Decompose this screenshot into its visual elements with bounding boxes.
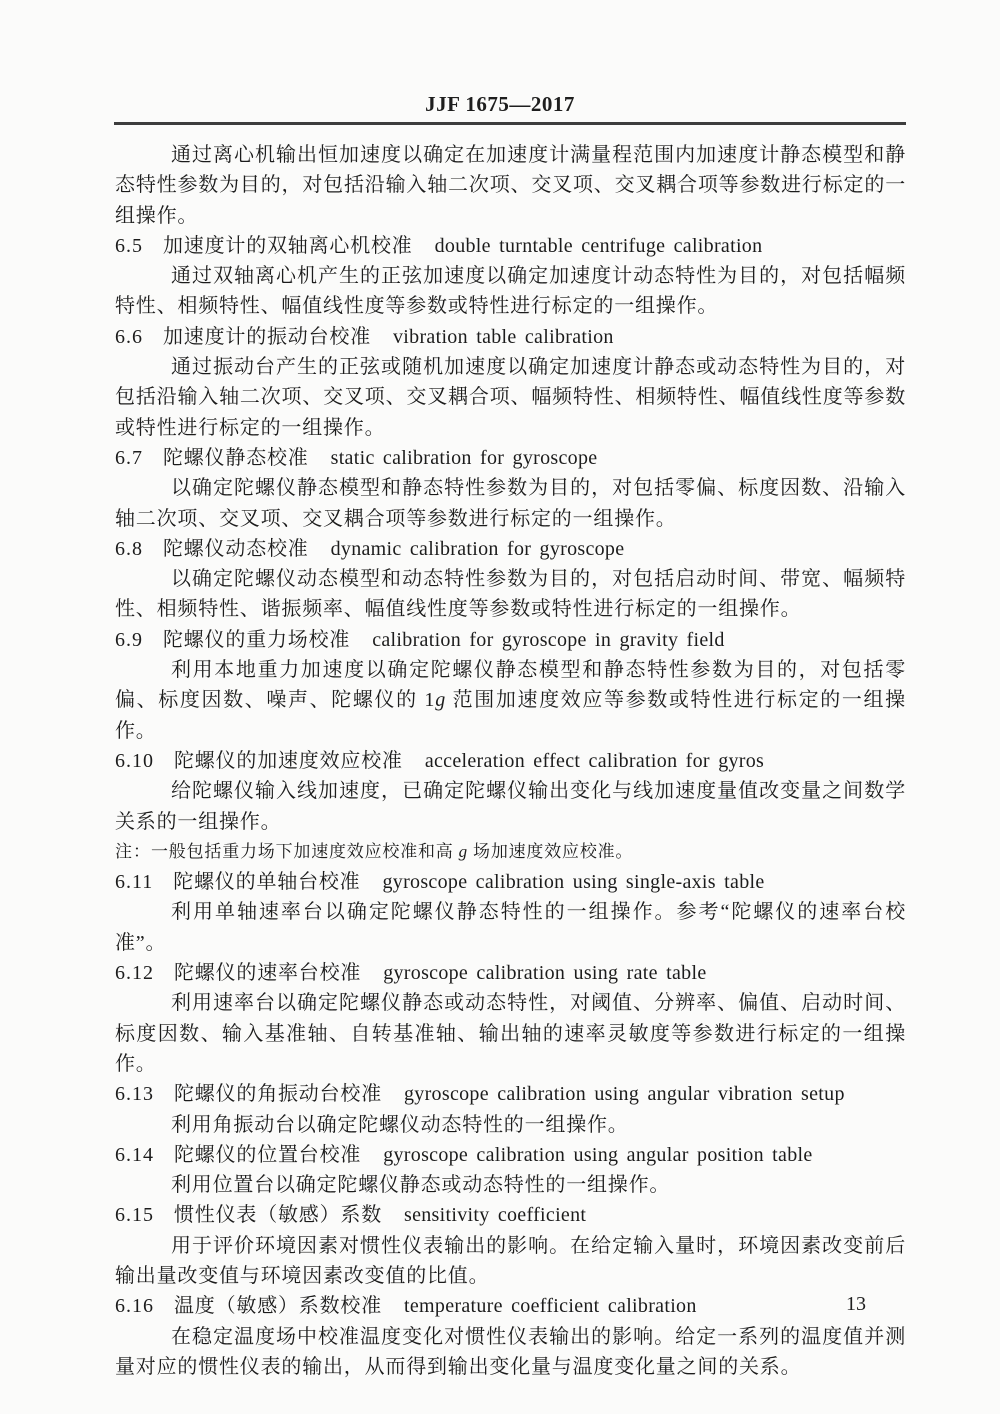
term-zh: 陀螺仪的单轴台校准 [173, 871, 361, 894]
term-heading-6-7 [115, 443, 906, 473]
term-number: 6.10 [115, 749, 154, 772]
header-rule [114, 122, 906, 125]
term-en: calibration for gyroscope in gravity field [372, 628, 725, 651]
term-heading-6-15 [115, 1200, 906, 1230]
definition-paragraph [115, 655, 906, 746]
term-number: 6.14 [115, 1143, 154, 1166]
term-heading-6-13 [115, 1079, 906, 1109]
term-en: gyroscope calibration using angular position table [383, 1143, 813, 1166]
definition-paragraph: 用于评价环境因素对惯性仪表输出的影响。在给定输入量时，环境因素改变前后输出量改变值与环境因素改变值的比值。 [115, 1234, 906, 1287]
term-heading-6-6 [115, 322, 906, 352]
term-en: acceleration effect calibration for gyros [424, 749, 765, 772]
text-segment: 利用本地重力加速度以确定陀螺仪静态模型和静态特性参数为目的，对包括零偏、标度因数、噪声、陀螺仪的 1 [115, 659, 906, 712]
term-heading-6-8 [115, 534, 906, 564]
term-zh: 加速度计的振动台校准 [163, 325, 371, 348]
term-en: gyroscope calibration using single-axis table [382, 871, 765, 894]
definition-paragraph: 通过双轴离心机产生的正弦加速度以确定加速度计动态特性为目的，对包括幅频特性、相频特性、幅值线性度等参数或特性进行标定的一组操作。 [115, 265, 906, 318]
term-number: 6.8 [115, 537, 143, 560]
term-number: 6.11 [115, 871, 154, 894]
note-label: 注： [115, 841, 151, 861]
term-en: gyroscope calibration using angular vibration setup [404, 1083, 845, 1106]
term-heading-6-16 [115, 1291, 906, 1321]
term-en: sensitivity coefficient [404, 1204, 587, 1227]
term-number: 6.16 [115, 1295, 154, 1318]
definition-paragraph: 利用位置台以确定陀螺仪静态或动态特性的一组操作。 [171, 1174, 671, 1197]
term-number: 6.6 [115, 325, 143, 348]
definition-paragraph: 在稳定温度场中校准温度变化对惯性仪表输出的影响。给定一系列的温度值并测量对应的惯性仪表的输出，从而得到输出变化量与温度变化量之间的关系。 [115, 1325, 906, 1378]
definition-paragraph: 以确定陀螺仪静态模型和静态特性参数为目的，对包括零偏、标度因数、沿输入轴二次项、交叉项、交叉耦合项等参数进行标定的一组操作。 [115, 477, 906, 530]
g-symbol: g [458, 841, 468, 861]
term-en: gyroscope calibration using rate table [383, 962, 707, 985]
term-zh: 陀螺仪的加速度效应校准 [174, 749, 403, 772]
text-segment: 场加速度效应校准。 [467, 841, 634, 861]
g-symbol: g [435, 689, 447, 712]
term-zh: 陀螺仪动态校准 [163, 537, 309, 560]
definition-paragraph: 利用速率台以确定陀螺仪静态或动态特性，对阈值、分辨率、偏值、启动时间、标度因数、输入基准轴、自转基准轴、输出轴的速率灵敏度等参数进行标定的一组操作。 [115, 992, 906, 1075]
definition-paragraph: 利用角振动台以确定陀螺仪动态特性的一组操作。 [171, 1113, 629, 1136]
term-zh: 陀螺仪的角振动台校准 [174, 1083, 382, 1106]
term-zh: 加速度计的双轴离心机校准 [163, 234, 413, 257]
page-number: 13 [846, 1293, 866, 1315]
definition-paragraph: 给陀螺仪输入线加速度，已确定陀螺仪输出变化与线加速度量值改变量之间数学关系的一组操作。 [115, 780, 906, 833]
text-segment: 一般包括重力场下加速度效应校准和高 [151, 841, 459, 861]
definition-paragraph: 以确定陀螺仪动态模型和动态特性参数为目的，对包括启动时间、带宽、幅频特性、相频特性、谐振频率、幅值线性度等参数或特性进行标定的一组操作。 [115, 568, 906, 621]
text-segment: 范围加速度效应等参数或特性进行标定的一组操作。 [115, 689, 906, 742]
term-zh: 陀螺仪的位置台校准 [174, 1143, 362, 1166]
term-en: vibration table calibration [393, 325, 614, 348]
term-en: static calibration for gyroscope [330, 446, 598, 469]
page-content [115, 140, 906, 1382]
term-number: 6.12 [115, 962, 154, 985]
definition-paragraph: 利用单轴速率台以确定陀螺仪静态特性的一组操作。参考“陀螺仪的速率台校准”。 [115, 901, 906, 954]
term-zh: 陀螺仪的重力场校准 [163, 628, 351, 651]
term-number: 6.15 [115, 1204, 154, 1227]
term-number: 6.5 [115, 234, 143, 257]
term-heading-6-12 [115, 958, 906, 988]
definition-paragraph: 通过振动台产生的正弦或随机加速度以确定加速度计静态或动态特性为目的，对包括沿输入轴二次项、交叉项、交叉耦合项、幅频特性、相频特性、幅值线性度等参数或特性进行标定的一组操作。 [115, 356, 906, 439]
term-heading-6-9 [115, 625, 906, 655]
definition-paragraph: 通过离心机输出恒加速度以确定在加速度计满量程范围内加速度计静态模型和静态特性参数为目的，对包括沿输入轴二次项、交叉项、交叉耦合项等参数进行标定的一组操作。 [115, 144, 906, 227]
term-heading-6-10 [115, 746, 906, 776]
note [115, 837, 906, 867]
term-zh: 惯性仪表（敏感）系数 [174, 1204, 382, 1227]
term-zh: 温度（敏感）系数校准 [174, 1295, 382, 1318]
term-number: 6.7 [115, 446, 143, 469]
term-en: temperature coefficient calibration [404, 1295, 697, 1318]
term-zh: 陀螺仪的速率台校准 [174, 962, 362, 985]
term-number: 6.13 [115, 1083, 154, 1106]
term-zh: 陀螺仪静态校准 [163, 446, 309, 469]
doc-number: JJF 1675—2017 [425, 92, 575, 116]
term-number: 6.9 [115, 628, 143, 651]
term-heading-6-14 [115, 1140, 906, 1170]
term-heading-6-5 [115, 231, 906, 261]
term-en: dynamic calibration for gyroscope [330, 537, 625, 560]
term-heading-6-11 [115, 867, 906, 897]
term-en: double turntable centrifuge calibration [434, 234, 763, 257]
